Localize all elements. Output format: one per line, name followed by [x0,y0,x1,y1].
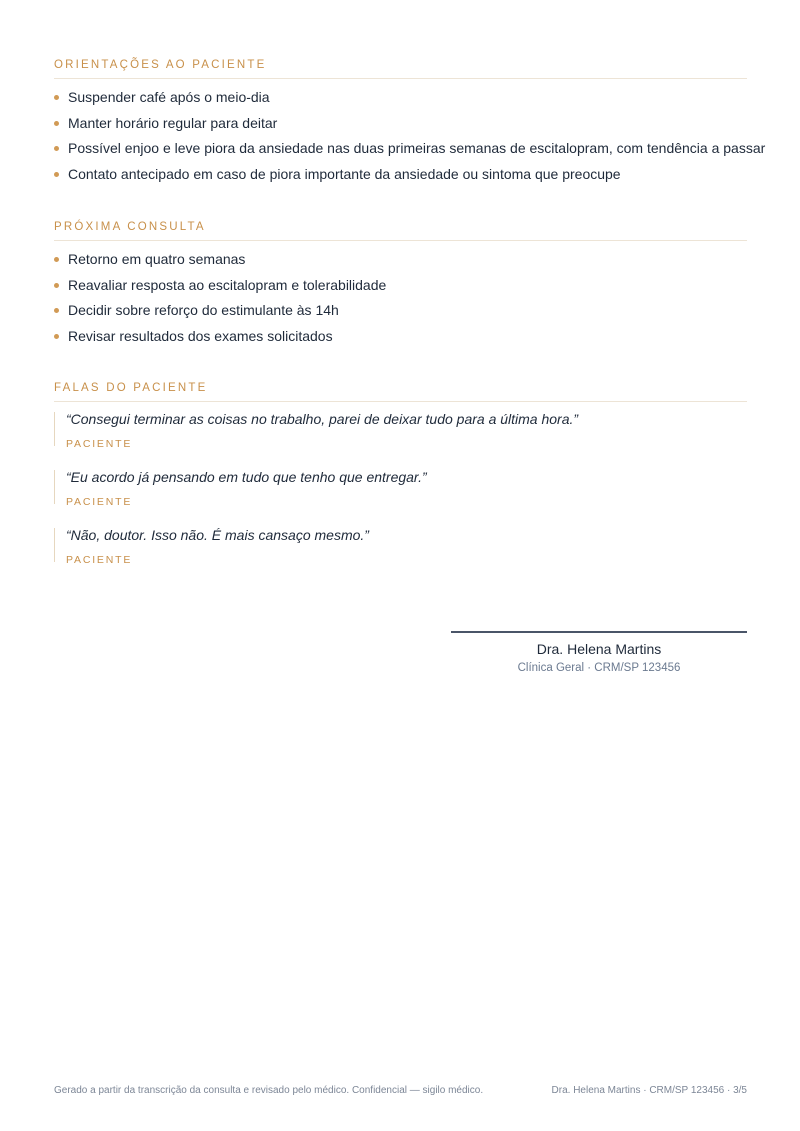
document-page [54,0,766,1131]
bullet-dot-icon [54,172,59,177]
bullet-dot-icon [54,95,59,100]
signature-block [451,631,747,674]
patient-quote [54,527,747,566]
section-title-falas: FALAS DO PACIENTE [54,382,747,402]
bullet-dot-icon [54,334,59,339]
quote-text: “Eu acordo já pensando em tudo que tenho que entregar.” [66,469,427,485]
patient-quote [54,411,747,450]
list-item: Revisar resultados dos exames solicitados [54,328,747,354]
quote-text: “Consegui terminar as coisas no trabalho, parei de deixar tudo para a última hora.” [66,411,579,427]
list-item: Contato antecipado em caso de piora importante da ansiedade ou sintoma que preocupe [54,166,747,192]
bullet-dot-icon [54,146,59,151]
list-item: Reavaliar resposta ao escitalopram e tolerabilidade [54,277,747,303]
section-title-proxima-consulta: PRÓXIMA CONSULTA [54,221,747,241]
list-item: Suspender café após o meio-dia [54,89,747,115]
list-item: Retorno em quatro semanas [54,251,747,277]
quote-author: PACIENTE [66,554,133,566]
quote-text: “Não, doutor. Isso não. É mais cansaço mesmo.” [66,527,369,543]
footer-disclaimer: Gerado a partir da transcrição da consulta e revisado pelo médico. Confidencial — sigilo médico. [54,1085,484,1096]
bullet-dot-icon [54,257,59,262]
quote-author: PACIENTE [66,496,133,508]
bullet-dot-icon [54,283,59,288]
orientacoes-list [54,89,766,192]
list-item: Decidir sobre reforço do estimulante às 14h [54,302,747,328]
list-item: Manter horário regular para deitar [54,115,747,141]
bullet-dot-icon [54,308,59,313]
doctor-credentials: Clínica Geral · CRM/SP 123456 [517,662,681,674]
list-item: Possível enjoo e leve piora da ansiedade nas duas primeiras semanas de escitalopram, com tendência a passar [54,140,747,166]
section-title-orientacoes: ORIENTAÇÕES AO PACIENTE [54,59,747,79]
patient-quote [54,469,747,508]
proxima-consulta-list [54,251,747,354]
doctor-name: Dra. Helena Martins [536,641,662,657]
bullet-dot-icon [54,121,59,126]
quote-author: PACIENTE [66,438,133,450]
footer-page-info: Dra. Helena Martins · CRM/SP 123456 · 3/5 [551,1085,747,1096]
